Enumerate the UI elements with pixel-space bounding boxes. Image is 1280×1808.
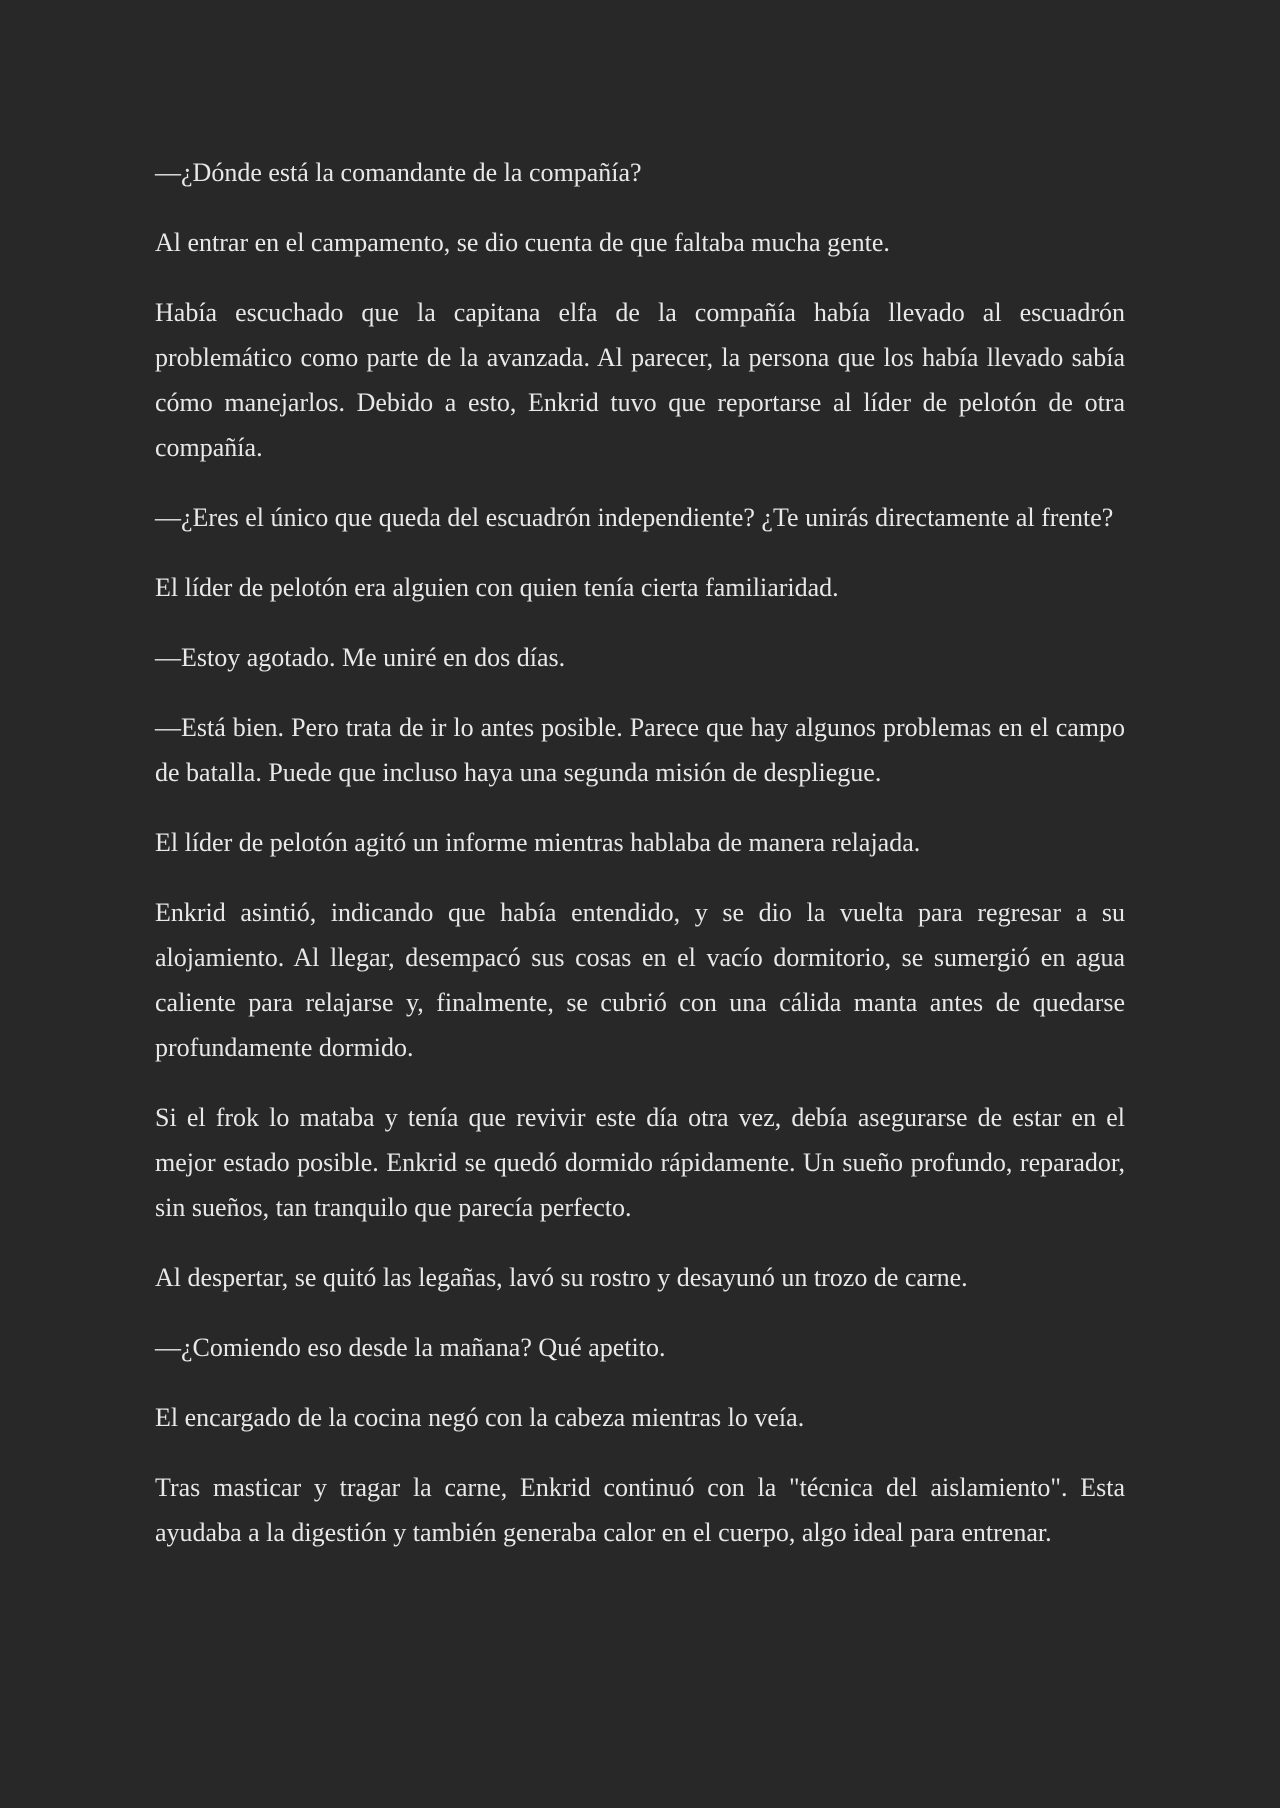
reader-page [155,150,1125,1580]
paragraph-8: El líder de pelotón agitó un informe mientras hablaba de manera relajada. [155,828,921,857]
paragraph-2: Al entrar en el campamento, se dio cuenta de que faltaba mucha gente. [155,228,890,257]
paragraph-13: El encargado de la cocina negó con la cabeza mientras lo veía. [155,1403,805,1432]
paragraph-12: —¿Comiendo eso desde la mañana? Qué apetito. [155,1333,666,1362]
paragraph-7: —Está bien. Pero trata de ir lo antes posible. Parece que hay algunos problemas en el campo de batalla. Puede que incluso haya una segunda misión de despliegue. [155,713,1125,787]
paragraph-3: Había escuchado que la capitana elfa de la compañía había llevado al escuadrón problemático como parte de la avanzada. Al parecer, la persona que los había llevado sabía cómo manejarlos. Debido a esto, Enkrid tuvo que reportarse al líder de pelotón de otra compañía. [155,298,1125,462]
paragraph-14: Tras masticar y tragar la carne, Enkrid continuó con la "técnica del aislamiento". Esta ayudaba a la digestión y también generaba calor en el cuerpo, algo ideal para entrenar. [155,1473,1125,1547]
paragraph-11: Al despertar, se quitó las legañas, lavó su rostro y desayunó un trozo de carne. [155,1263,968,1292]
paragraph-9: Enkrid asintió, indicando que había entendido, y se dio la vuelta para regresar a su alojamiento. Al llegar, desempacó sus cosas en el vacío dormitorio, se sumergió en agua caliente para relajarse y, finalmente, se cubrió con una cálida manta antes de quedarse profundamente dormido. [155,898,1125,1062]
paragraph-4: —¿Eres el único que queda del escuadrón independiente? ¿Te unirás directamente al frente? [155,503,1114,532]
paragraph-1: —¿Dónde está la comandante de la compañía? [155,158,642,187]
paragraph-6: —Estoy agotado. Me uniré en dos días. [155,643,566,672]
paragraph-5: El líder de pelotón era alguien con quien tenía cierta familiaridad. [155,573,839,602]
paragraph-10: Si el frok lo mataba y tenía que revivir este día otra vez, debía asegurarse de estar en el mejor estado posible. Enkrid se quedó dormido rápidamente. Un sueño profundo, reparador, sin sueños, tan tranquilo que parecía perfecto. [155,1103,1125,1222]
